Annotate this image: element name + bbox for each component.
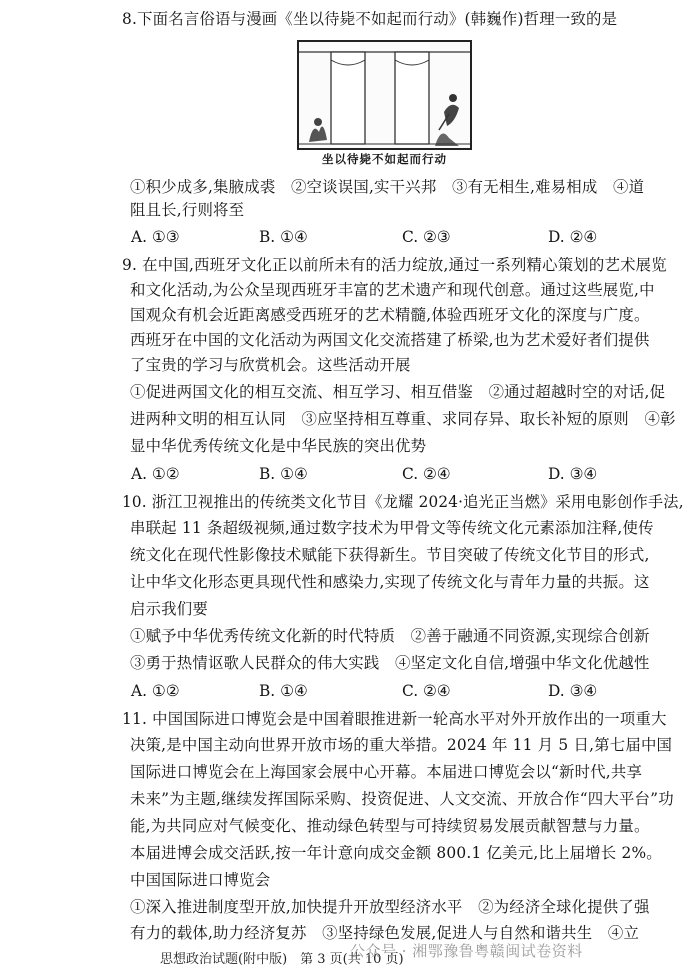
q9-option-d: D. ③④ <box>548 465 598 483</box>
q9-option-b: B. ①④ <box>259 465 308 483</box>
q10-option-b: B. ①④ <box>259 682 308 700</box>
q8-choices-line-2: 阻且长,行则将至 <box>130 201 245 219</box>
q10-line-7: ③勇于热情讴歌人民群众的伟大实践 ④坚定文化自信,增强中华文化优越性 <box>130 654 650 672</box>
q11-line-1: 11. 中国国际进口博览会是中国着眼推进新一轮高水平对外开放作出的一项重大 <box>122 710 667 728</box>
page-footer: 思想政治试题(附中版) 第 3 页(共 10 页) <box>160 952 404 967</box>
q10-line-3: 统文化在现代性影像技术赋能下获得新生。节目突破了传统文化节目的形式, <box>130 546 650 564</box>
cartoon-image <box>297 40 472 150</box>
q9-line-6: ①促进两国文化的相互交流、相互学习、相互借鉴 ②通过超越时空的对话,促 <box>130 383 666 401</box>
q11-line-4: 未来”为主题,继续发挥国际采购、投资促进、人文交流、开放合作“四大平台”功 <box>130 790 674 808</box>
q9-option-a: A. ①② <box>131 465 180 483</box>
q8-stem: 8.下面名言俗语与漫画《坐以待毙不如起而行动》(韩巍作)哲理一致的是 <box>122 10 618 28</box>
q11-line-5: 能,为共同应对气候变化、推动绿色转型与可持续贸易发展贡献智慧与力量。 <box>130 817 650 835</box>
q11-line-9: 有力的载体,助力经济复苏 ③坚持绿色发展,促进人与自然和谐共生 ④立 <box>130 924 640 942</box>
q10-line-4: 让中华文化形态更具现代性和感染力,实现了传统文化与青年力量的共振。这 <box>130 573 650 591</box>
watermark-text: 公众号 · 湘鄂豫鲁粤赣闽试卷资料 <box>350 942 583 960</box>
q10-line-1: 10. 浙江卫视推出的传统类文化节目《龙耀 2024·追光正当燃》采用电影创作手法, <box>122 493 684 511</box>
q9-line-8: 显中华优秀传统文化是中华民族的突出优势 <box>130 437 427 455</box>
cartoon-caption: 坐以待毙不如起而行动 <box>322 152 447 166</box>
q8-option-c: C. ②③ <box>402 228 451 246</box>
q8-option-d: D. ②④ <box>548 228 598 246</box>
q8-choices-line-1: ①积少成多,集腋成裘 ②空谈误国,实干兴邦 ③有无相生,难易相成 ④道 <box>130 178 645 196</box>
q10-option-c: C. ②④ <box>402 682 451 700</box>
q10-line-6: ①赋予中华优秀传统文化新的时代特质 ②善于融通不同资源,实现综合创新 <box>130 627 650 645</box>
q9-line-4: 西班牙在中国的文化活动为两国文化交流搭建了桥梁,也为艺术爱好者们提供 <box>130 331 650 349</box>
q9-line-3: 国观众有机会近距离感受西班牙的艺术精髓,体验西班牙文化的深度与广度。 <box>130 306 650 324</box>
q8-option-a: A. ①③ <box>131 228 180 246</box>
q9-option-c: C. ②④ <box>402 465 451 483</box>
q11-line-8: ①深入推进制度型开放,加快提升开放型经济水平 ②为经济全球化提供了强 <box>130 898 650 916</box>
q10-line-2: 串联起 11 条超级视频,通过数字技术为甲骨文等传统文化元素添加注释,使传 <box>130 519 654 537</box>
q11-line-6: 本届进博会成交活跃,按一年计意向成交金额 800.1 亿美元,比上届增长 2%。 <box>130 844 662 862</box>
cartoon-drawing <box>299 42 470 148</box>
q10-line-5: 启示我们要 <box>130 600 208 618</box>
q11-line-2: 决策,是中国主动向世界开放市场的重大举措。2024 年 11 月 5 日,第七届中国 <box>130 736 673 754</box>
q11-line-3: 国际进口博览会在上海国家会展中心开幕。本届进口博览会以“新时代,共享 <box>130 763 643 781</box>
q10-option-a: A. ①② <box>131 682 180 700</box>
q10-option-d: D. ③④ <box>548 682 598 700</box>
q9-line-2: 和文化活动,为公众呈现西班牙丰富的艺术遗产和现代创意。通过这些展览,中 <box>130 281 655 299</box>
q9-line-5: 了宝贵的学习与欣赏机会。这些活动开展 <box>130 356 411 374</box>
q9-line-7: 进两种文明的相互认同 ③应坚持相互尊重、求同存异、取长补短的原则 ④彰 <box>130 410 676 428</box>
q9-line-1: 9. 在中国,西班牙文化正以前所未有的活力绽放,通过一系列精心策划的艺术展览 <box>122 256 667 274</box>
q8-option-b: B. ①④ <box>259 228 308 246</box>
q11-line-7: 中国国际进口博览会 <box>130 871 271 889</box>
